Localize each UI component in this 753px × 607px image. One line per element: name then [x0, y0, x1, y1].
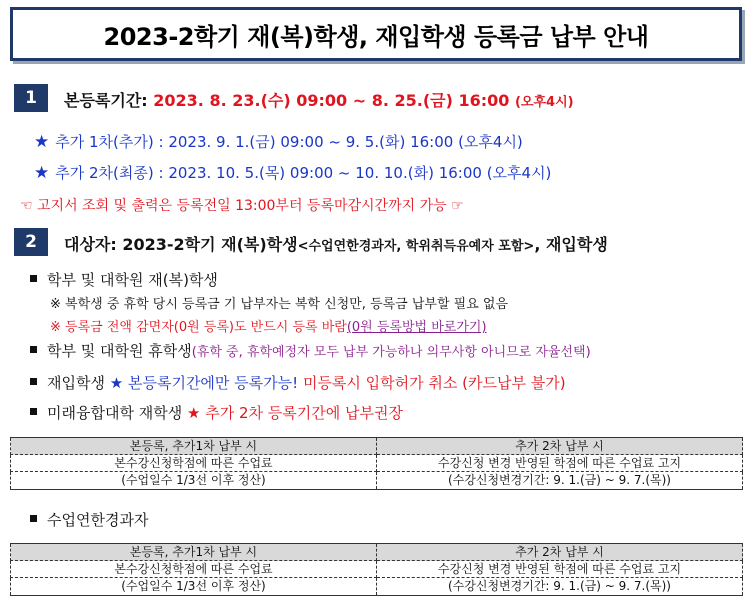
- bullet-icon: [30, 515, 37, 522]
- table-cell: 본수강신청학점에 따른 수업료: [11, 561, 377, 578]
- extra-period-2-label: 추가 2차(최종): [55, 164, 154, 182]
- target-item-c-note-blue: 본등록기간에만 등록가능!: [127, 374, 299, 392]
- target-item-d-title: 미래융합대학 재학생: [47, 404, 183, 422]
- zero-registration-link[interactable]: (0원 등록방법 바로가기): [346, 320, 487, 335]
- table-header-cell: 추가 2차 납부 시: [377, 544, 743, 561]
- registration-period-note: (오후4시): [514, 95, 574, 110]
- table-cell: 수강신청 변경 반영된 학점에 따른 수업료 고지: [377, 561, 743, 578]
- table-row: [11, 561, 743, 578]
- extra-period-1-text: : 2023. 9. 1.(금) 09:00 ~ 9. 5.(화) 16:00 (오후4시): [158, 133, 523, 151]
- table-row: [11, 472, 743, 490]
- table-header-row: [11, 544, 743, 561]
- target-item-c-note-red: 미등록시 입학허가 취소 (카드납부 불가): [302, 374, 566, 392]
- page-title: 2023-2학기 재(복)학생, 재입학생 등록금 납부 안내: [103, 22, 649, 51]
- star-icon: ★: [34, 132, 50, 152]
- extra-period-2-text: : 2023. 10. 5.(목) 09:00 ~ 10. 10.(화) 16:00 (오후4시): [158, 164, 552, 182]
- pointing-right-icon: ☞: [451, 198, 464, 214]
- target-item-e: [30, 509, 148, 530]
- target-item-a-note-1: ※ 복학생 중 휴학 당시 등록금 기 납부자는 복학 신청만, 등록금 납부할 필요 없음: [50, 297, 509, 312]
- star-icon: ★: [109, 374, 124, 392]
- target-item-c-title: 재입학생: [47, 374, 105, 392]
- target-item-d: [30, 402, 403, 423]
- section-2-number: 2: [14, 228, 48, 256]
- extra-period-1-label: 추가 1차(추가): [55, 133, 154, 151]
- zero-registration-note: ※ 등록금 전액 감면자(0원 등록)도 반드시 등록 바람: [50, 320, 347, 335]
- star-icon: ★: [186, 404, 201, 422]
- target-item-e-title: 수업연한경과자: [47, 511, 149, 529]
- section-2-text: 2023-2학기 재(복)학생: [122, 235, 298, 254]
- target-item-a-title: 학부 및 대학원 재(복)학생: [47, 271, 218, 289]
- table-cell: (수강신청변경기간: 9. 1.(금) ~ 9. 7.(목)): [377, 578, 743, 596]
- target-item-b-title: 학부 및 대학원 휴학생: [47, 342, 192, 360]
- target-item-c: [30, 372, 566, 393]
- table-cell: (수업일수 1/3선 이후 정산): [11, 578, 377, 596]
- table-cell: 본수강신청학점에 따른 수업료: [11, 455, 377, 472]
- target-item-a: [30, 269, 218, 290]
- section-2-tail: , 재입학생: [534, 235, 608, 254]
- bullet-icon: [30, 378, 37, 385]
- table-header-cell: 본등록, 추가1차 납부 시: [11, 438, 377, 455]
- table-row: [11, 455, 743, 472]
- fee-table-2: [10, 543, 743, 596]
- pointing-left-icon: ☜: [20, 198, 33, 214]
- target-item-a-note-2: [50, 316, 487, 335]
- table-cell: 수강신청 변경 반영된 학점에 따른 수업료 고지: [377, 455, 743, 472]
- section-1-number: 1: [14, 84, 48, 112]
- invoice-notice-text: 고지서 조회 및 출력은 등록전일 13:00부터 등록마감시간까지 가능: [37, 198, 447, 214]
- table-header-cell: 추가 2차 납부 시: [377, 438, 743, 455]
- table-cell: (수업일수 1/3선 이후 정산): [11, 472, 377, 490]
- section-1-heading: [64, 88, 574, 111]
- registration-period: 2023. 8. 23.(수) 09:00 ~ 8. 25.(금) 16:00: [153, 91, 510, 110]
- table-row: [11, 578, 743, 596]
- section-1-label: 본등록기간:: [64, 91, 148, 110]
- table-header-cell: 본등록, 추가1차 납부 시: [11, 544, 377, 561]
- table-header-row: [11, 438, 743, 455]
- invoice-notice: [20, 195, 464, 215]
- section-2-heading: [64, 232, 608, 255]
- bullet-icon: [30, 346, 37, 353]
- star-icon: ★: [34, 163, 50, 183]
- bullet-icon: [30, 408, 37, 415]
- extra-period-1: [34, 131, 523, 152]
- section-2-label: 대상자:: [64, 235, 117, 254]
- fee-table-1: [10, 437, 743, 490]
- bullet-icon: [30, 275, 37, 282]
- extra-period-2: [34, 162, 551, 183]
- target-item-b: [30, 340, 591, 361]
- target-item-d-note: 추가 2차 등록기간에 납부권장: [205, 404, 403, 422]
- table-cell: (수강신청변경기간: 9. 1.(금) ~ 9. 7.(목)): [377, 472, 743, 490]
- title-banner: [10, 7, 742, 61]
- section-2-paren: <수업연한경과자, 학위취득유예자 포함>: [297, 239, 535, 254]
- target-item-b-note: (휴학 중, 휴학예정자 모두 납부 가능하나 의무사항 아니므로 자율선택): [191, 345, 591, 360]
